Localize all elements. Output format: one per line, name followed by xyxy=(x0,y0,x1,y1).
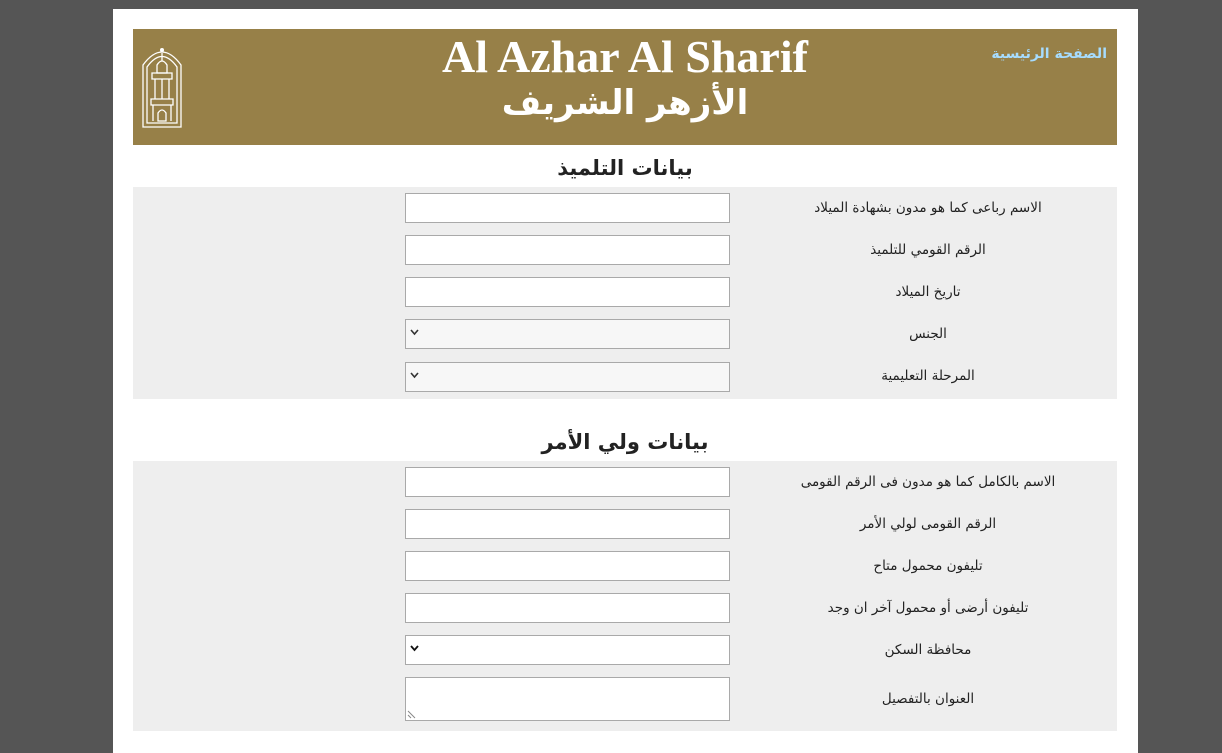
alt-phone-input[interactable] xyxy=(405,593,730,623)
guardian-national-id-input[interactable] xyxy=(405,509,730,539)
governorate-select[interactable] xyxy=(405,635,730,665)
governorate-label: محافظة السكن xyxy=(884,642,972,658)
guardian-name-input[interactable] xyxy=(405,467,730,497)
home-link[interactable]: الصفحة الرئيسية xyxy=(991,46,1107,62)
education-stage-label: المرحلة التعليمية xyxy=(881,368,975,384)
chevron-down-icon xyxy=(410,641,419,655)
birth-date-label: تاريخ الميلاد xyxy=(895,284,961,300)
student-form-panel xyxy=(133,187,1117,399)
student-name-label: الاسم رباعى كما هو مدون بشهادة الميلاد xyxy=(814,200,1042,216)
guardian-section-title: بيانات ولي الأمر xyxy=(541,430,709,454)
page-container xyxy=(113,9,1138,753)
birth-date-input[interactable] xyxy=(405,277,730,307)
chevron-down-icon xyxy=(410,325,419,339)
student-national-id-label: الرقم القومي للتلميذ xyxy=(870,242,986,258)
guardian-name-label: الاسم بالكامل كما هو مدون فى الرقم القومى xyxy=(800,474,1056,490)
guardian-national-id-label: الرقم القومى لولي الأمر xyxy=(859,516,997,532)
student-section-title: بيانات التلميذ xyxy=(557,156,693,180)
gender-label: الجنس xyxy=(909,326,947,342)
mobile-phone-input[interactable] xyxy=(405,551,730,581)
student-national-id-input[interactable] xyxy=(405,235,730,265)
alt-phone-label: تليفون أرضى أو محمول آخر ان وجد xyxy=(827,600,1029,616)
guardian-form-panel xyxy=(133,461,1117,731)
gender-select[interactable] xyxy=(405,319,730,349)
site-title-ar: الأزهر الشريف xyxy=(501,83,749,123)
mobile-phone-label: تليفون محمول متاح xyxy=(873,558,983,574)
education-stage-select[interactable] xyxy=(405,362,730,392)
student-name-input[interactable] xyxy=(405,193,730,223)
header-banner xyxy=(133,29,1117,145)
address-label: العنوان بالتفصيل xyxy=(881,691,975,707)
address-textarea[interactable] xyxy=(405,677,730,721)
chevron-down-icon xyxy=(410,368,419,382)
site-title-en: Al Azhar Al Sharif xyxy=(442,31,808,82)
resize-grip-icon[interactable] xyxy=(407,710,416,719)
